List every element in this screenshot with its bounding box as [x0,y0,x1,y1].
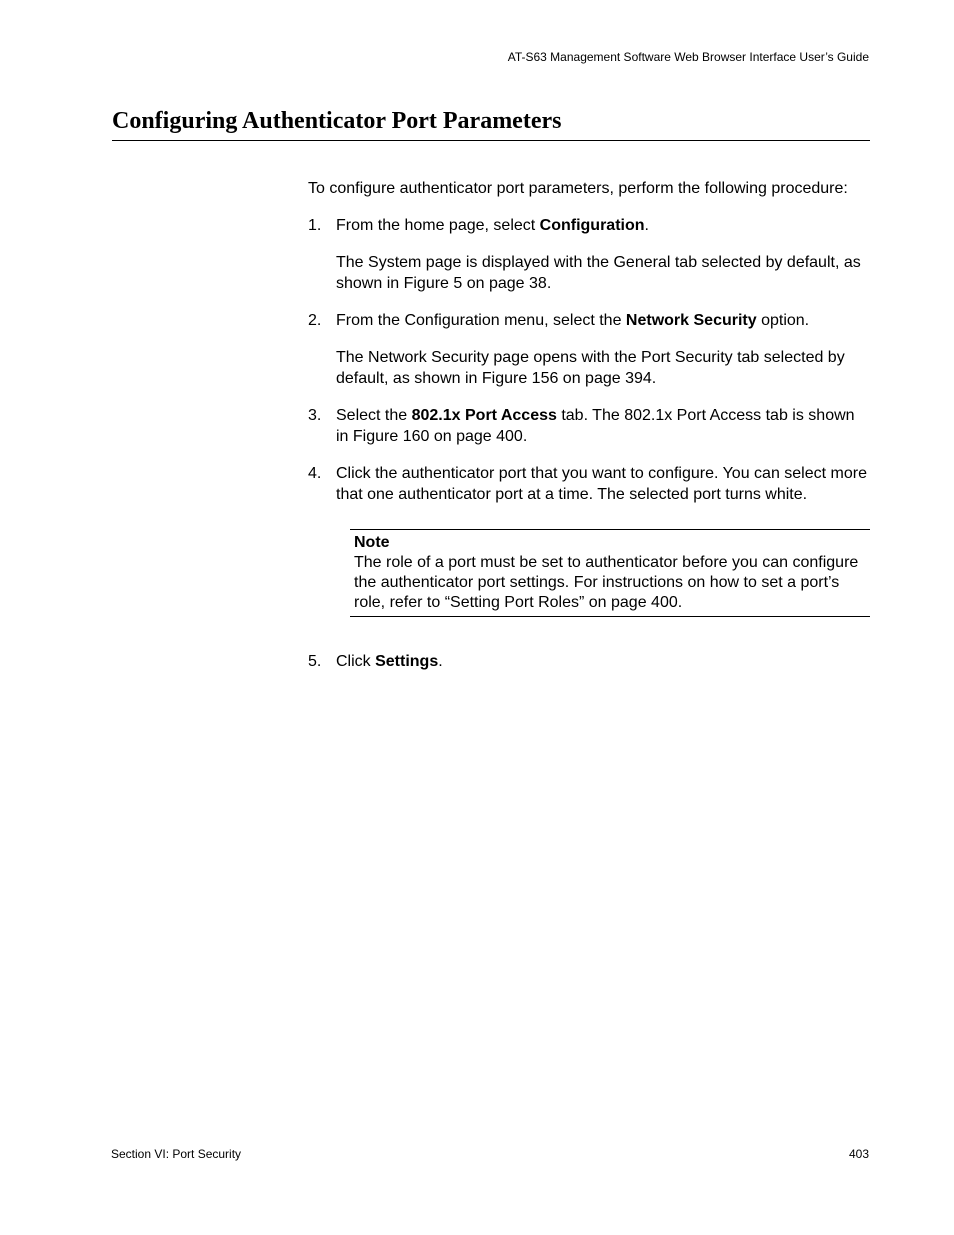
step-number: 4. [308,465,322,482]
step-number: 5. [308,653,322,670]
step-text [336,651,870,672]
step-text [336,310,870,331]
step-text-post: option. [756,312,810,329]
step-text-post: tab. The 802.1x Port Access tab is shown in Figure 160 on page 400. [336,407,855,445]
step-text [336,405,870,447]
step-4 [308,463,870,505]
step-number: 3. [308,407,322,424]
note-text: The role of a port must be set to authenticator before you can configure the authenticator port settings. For instructions on how to set a port’s role, refer to “Setting Port Roles” on page 400. [354,554,859,611]
step-ui-term: Network Security [625,312,757,329]
step-text-pre: Select the [336,407,412,424]
step-text-post: . [644,217,649,234]
step-3 [308,405,870,447]
step-text-pre: Click [336,653,376,670]
step-text-pre: From the home page, select [336,217,540,234]
page-number: 403 [848,1147,869,1161]
step-ui-term: 802.1x Port Access [411,407,557,424]
step-2-detail: The Network Security page opens with the Port Security tab selected by default, as shown in Figure 156 on page 394. [336,349,845,387]
step-5 [308,651,870,672]
step-text-post: . [438,653,443,670]
footer-section: Section VI: Port Security [111,1147,242,1161]
procedure-body [308,178,870,672]
step-2 [308,310,870,331]
step-text [336,215,870,236]
step-text-pre: From the Configuration menu, select the [336,312,626,329]
step-1-detail: The System page is displayed with the General tab selected by default, as shown in Figure 5 on page 38. [336,254,861,292]
note-heading: Note [354,534,390,551]
running-header: AT-S63 Management Software Web Browser Interface User’s Guide [507,50,869,64]
step-number: 2. [308,312,322,329]
step-ui-term: Configuration [539,217,645,234]
section-title: Configuring Authenticator Port Parameters [112,106,870,141]
step-text: Click the authenticator port that you want to configure. You can select more that one authenticator port at a time. The selected port turns white. [336,465,867,503]
intro-paragraph: To configure authenticator port parameters, perform the following procedure: [308,180,848,197]
step-1 [308,215,870,236]
step-number: 1. [308,217,322,234]
step-ui-term: Settings [375,653,439,670]
note-box [350,529,870,617]
